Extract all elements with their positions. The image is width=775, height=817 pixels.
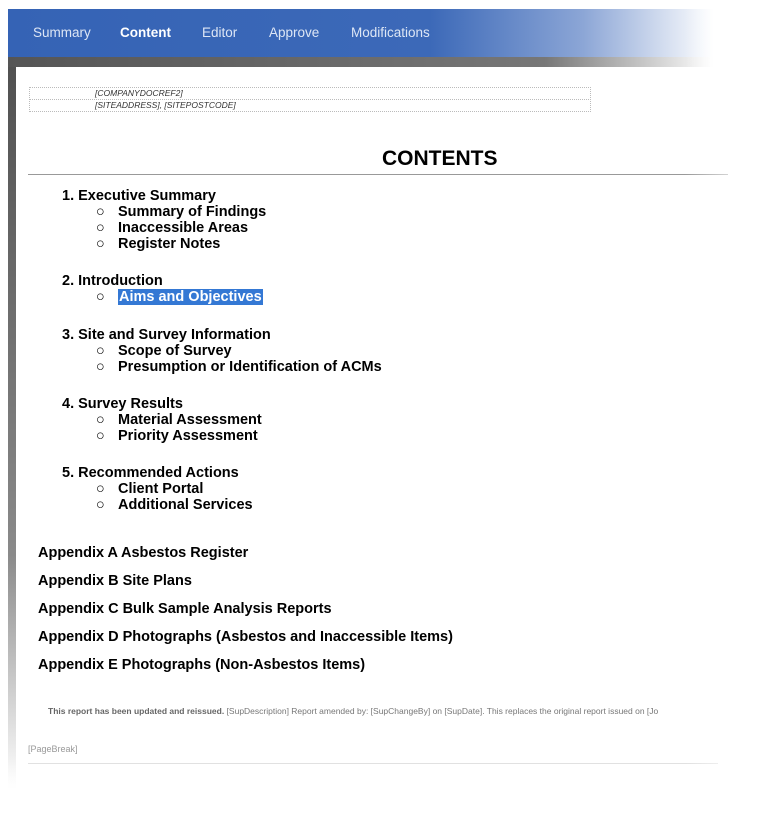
tab-editor[interactable]: Editor [202, 25, 238, 40]
page-break-divider [28, 763, 718, 764]
editor-window [8, 9, 775, 817]
tab-modifications[interactable]: Modifications [351, 25, 430, 40]
toc-section[interactable]: 2. Introduction [62, 273, 163, 289]
toc-item[interactable]: ○ Scope of Survey [96, 343, 232, 359]
appendix-item[interactable]: Appendix A Asbestos Register [38, 545, 249, 561]
reissue-note: This report has been updated and reissued. [SupDescription] Report amended by: [SupChangeBy] on [SupDate]. This replaces the original report issued on [Jo [48, 706, 659, 716]
header-divider [28, 174, 728, 175]
toc-section[interactable]: 4. Survey Results [62, 396, 183, 412]
toolbar-shadow [8, 57, 775, 67]
toc-item[interactable]: ○ Summary of Findings [96, 204, 267, 220]
toc-section[interactable]: 3. Site and Survey Information [62, 327, 271, 343]
toc-item[interactable]: ○ Material Assessment [96, 412, 262, 428]
appendix-item[interactable]: Appendix B Site Plans [38, 573, 192, 589]
appendix-item[interactable]: Appendix E Photographs (Non-Asbestos Items) [38, 657, 366, 673]
tab-bar [8, 9, 775, 57]
document-editor[interactable] [18, 67, 775, 817]
toc-item[interactable]: ○ Presumption or Identification of ACMs [96, 359, 382, 375]
page-break-marker: [PageBreak] [28, 744, 78, 754]
toc-item[interactable]: ○ Priority Assessment [96, 428, 258, 444]
appendix-item[interactable]: Appendix D Photographs (Asbestos and Inaccessible Items) [38, 629, 453, 645]
toc-item[interactable]: ○ Inaccessible Areas [96, 220, 249, 236]
toc-item[interactable]: ○ Register Notes [96, 236, 221, 252]
tab-summary[interactable]: Summary [33, 25, 91, 40]
toc-item[interactable]: ○ Client Portal [96, 481, 204, 497]
appendix-item[interactable]: Appendix C Bulk Sample Analysis Reports [38, 601, 332, 617]
page-title: CONTENTS [382, 147, 498, 170]
header-row [29, 99, 591, 112]
tab-approve[interactable]: Approve [269, 25, 320, 40]
toc-section[interactable]: 1. Executive Summary [62, 188, 216, 204]
toc-section[interactable]: 5. Recommended Actions [62, 465, 239, 481]
tab-content[interactable]: Content [120, 25, 171, 40]
toc-item[interactable]: ○ Additional Services [96, 497, 253, 513]
company-doc-ref: [COMPANYDOCREF2] [95, 88, 183, 98]
site-address: [SITEADDRESS], [SITEPOSTCODE] [95, 100, 236, 110]
toc-item-selected[interactable]: ○ Aims and Objectives [96, 289, 262, 305]
